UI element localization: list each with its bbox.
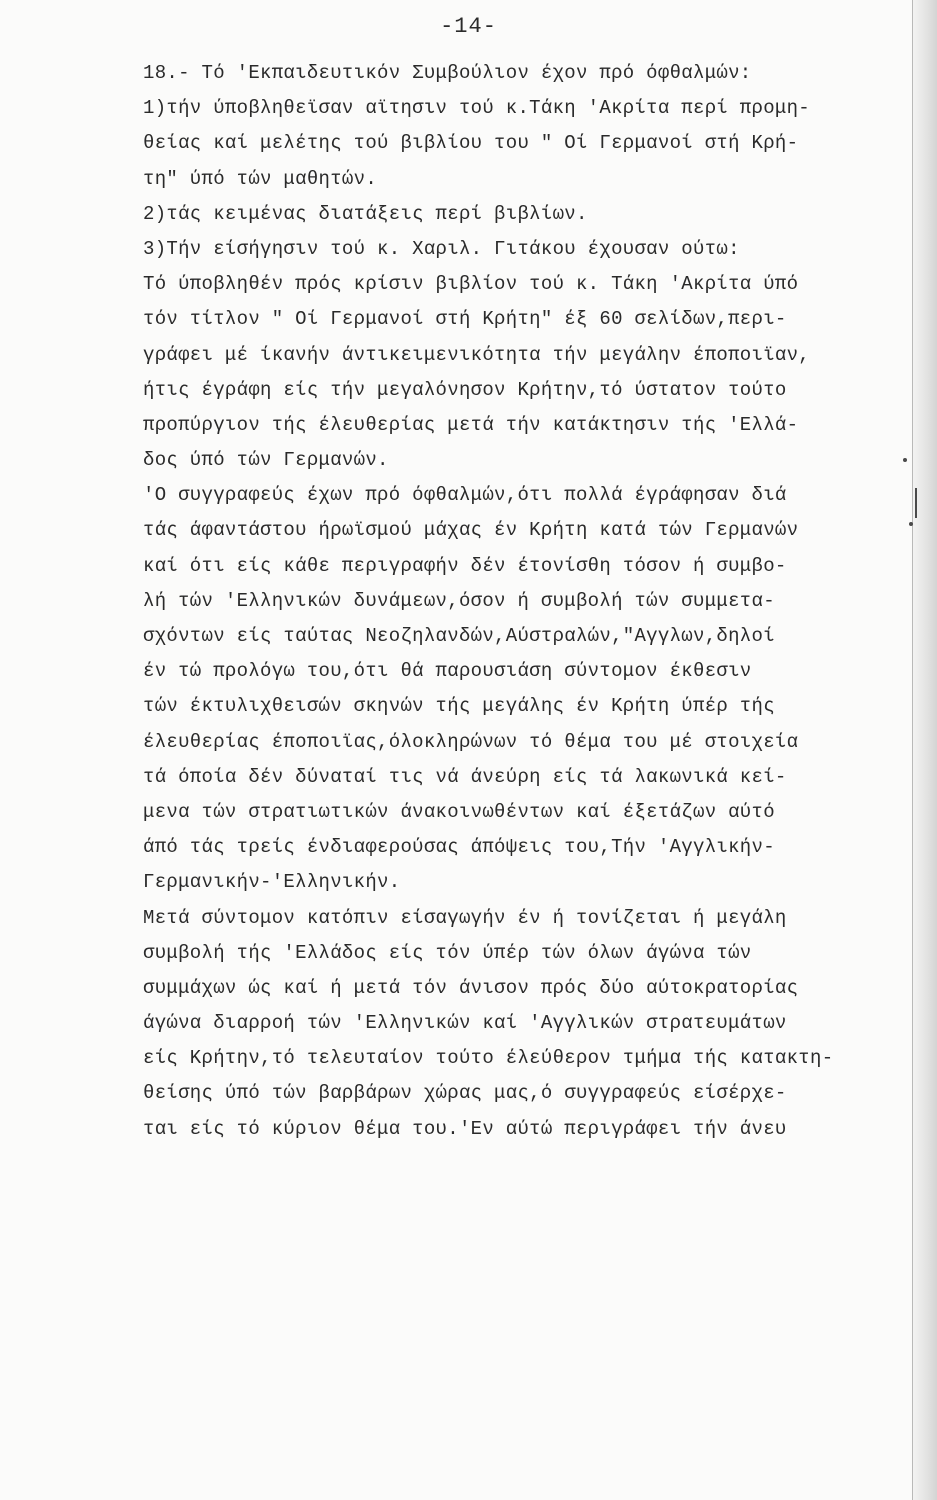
- text-line: τόν τίτλον " Οί Γερμανοί στή Κρήτη" έξ 60 σελίδων,περι-: [143, 308, 787, 331]
- text-line: 3)Τήν είσήγησιν τού κ. Χαριλ. Γιτάκου έχουσαν ούτω:: [143, 237, 740, 260]
- text-line: 2)τάς κειμένας διατάξεις περί βιβλίων.: [143, 202, 588, 225]
- text-line: συμμάχων ώς καί ή μετά τόν άνισον πρός δύο αύτοκρατορίας: [143, 976, 799, 999]
- text-line: τών έκτυλιχθεισών σκηνών τής μεγάλης έν Κρήτη ύπέρ τής: [143, 695, 775, 718]
- text-line: ήτις έγράφη είς τήν μεγαλόνησον Κρήτην,τό ύστατον τούτο: [143, 378, 787, 401]
- margin-dot-mark: [909, 522, 913, 526]
- text-line: έλευθερίας έποποιϊας,όλοκληρώνων τό θέμα του μέ στοιχεία: [143, 730, 799, 753]
- text-line: τάς άφαντάστου ήρωϊσμού μάχας έν Κρήτη κατά τών Γερμανών: [143, 519, 799, 542]
- text-line: Τό ύποβληθέν πρός κρίσιν βιβλίον τού κ. Τάκη 'Ακρίτα ύπό: [143, 273, 799, 296]
- text-line: συμβολή τής 'Ελλάδος είς τόν ύπέρ τών όλων άγώνα τών: [143, 941, 752, 964]
- text-line: λή τών 'Ελληνικών δυνάμεων,όσον ή συμβολή τών συμμετα-: [143, 589, 775, 612]
- text-line: Γερμανικήν-'Ελληνικήν.: [143, 871, 401, 894]
- text-line: προπύργιον τής έλευθερίας μετά τήν κατάκτησιν τής 'Ελλά-: [143, 413, 799, 436]
- text-line: 'Ο συγγραφεύς έχων πρό όφθαλμών,ότι πολλά έγράφησαν διά: [143, 484, 787, 507]
- text-line: άγώνα διαρροή τών 'Ελληνικών καί 'Αγγλικών στρατευμάτων: [143, 1012, 787, 1035]
- text-line: τά όποία δέν δύναταί τις νά άνεύρη είς τά λακωνικά κεί-: [143, 765, 787, 788]
- text-line: σχόντων είς ταύτας Νεοζηλανδών,Αύστραλών,"Αγγλων,δηλοί: [143, 625, 775, 647]
- text-line: δος ύπό τών Γερμανών.: [143, 449, 389, 472]
- text-line: 18.- Τό 'Εκπαιδευτικόν Συμβούλιον έχον πρό όφθαλμών:: [143, 62, 752, 84]
- text-line: θείας καί μελέτης τού βιβλίου του " Οί Γερμανοί στή Κρή-: [143, 132, 799, 155]
- text-line: τη" ύπό τών μαθητών.: [143, 167, 378, 190]
- text-line: έν τώ προλόγω του,ότι θά παρουσιάση σύντομον έκθεσιν: [143, 660, 752, 683]
- typed-text-block: [143, 56, 903, 1147]
- text-line: ται είς τό κύριον θέμα του.'Εν αύτώ περιγράφει τήν άνευ: [143, 1117, 787, 1140]
- margin-line-mark: [915, 488, 917, 518]
- margin-dot-mark: [903, 458, 907, 462]
- text-line: άπό τάς τρείς ένδιαφερούσας άπόψεις του,Τήν 'Αγγλικήν-: [143, 836, 775, 859]
- page-edge: [912, 0, 937, 1500]
- text-line: καί ότι είς κάθε περιγραφήν δέν έτονίσθη τόσον ή συμβο-: [143, 554, 787, 577]
- text-line: θείσης ύπό τών βαρβάρων χώρας μας,ό συγγραφεύς είσέρχε-: [143, 1082, 787, 1105]
- text-line: μενα τών στρατιωτικών άνακοινωθέντων καί έξετάζων αύτό: [143, 800, 775, 823]
- page-number: -14-: [440, 14, 497, 39]
- text-line: Μετά σύντομον κατόπιν είσαγωγήν έν ή τονίζεται ή μεγάλη: [143, 906, 787, 929]
- text-line: 1)τήν ύποβληθεϊσαν αϊτησιν τού κ.Τάκη 'Ακρίτα περί προμη-: [143, 97, 811, 120]
- text-line: είς Κρήτην,τό τελευταίον τούτο έλεύθερον τμήμα τής κατακτη-: [143, 1047, 834, 1070]
- text-line: γράφει μέ ίκανήν άντικειμενικότητα τήν μεγάλην έποποιϊαν,: [143, 343, 811, 366]
